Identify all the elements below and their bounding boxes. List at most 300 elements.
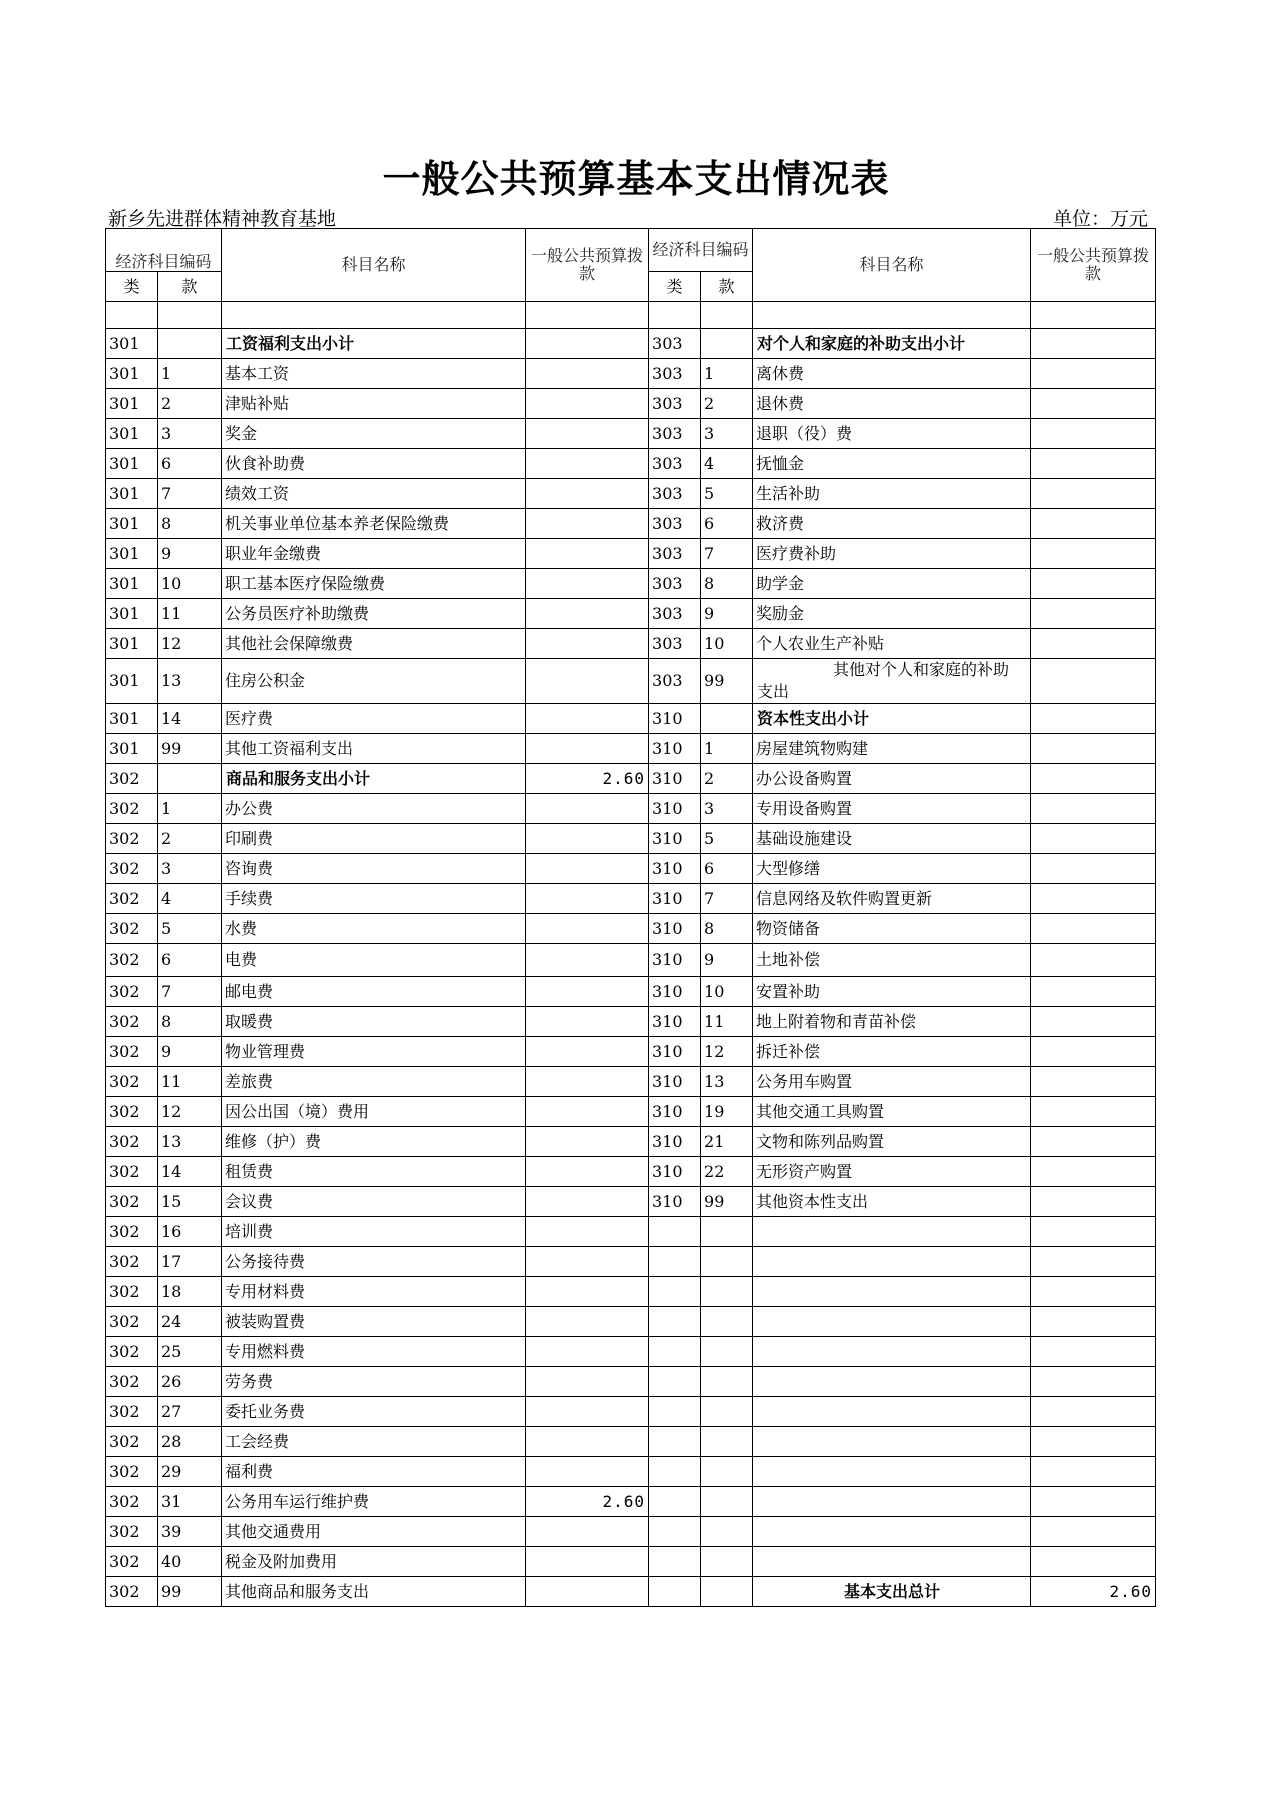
left-lei-cell: 301: [106, 734, 158, 764]
left-amount-cell: [526, 599, 649, 629]
left-name-cell: 取暖费: [222, 1007, 526, 1037]
blank-row: [106, 302, 1156, 329]
empty-cell: [649, 1547, 701, 1577]
right-name-cell: 救济费: [753, 509, 1031, 539]
right-kuan-cell: 21: [701, 1127, 753, 1157]
right-kuan-cell: 3: [701, 419, 753, 449]
empty-cell: [701, 1397, 753, 1427]
left-lei-cell: 302: [106, 914, 158, 944]
right-amount-cell: [1031, 1067, 1156, 1097]
right-kuan-cell: 2: [701, 764, 753, 794]
right-lei-cell: 310: [649, 1007, 701, 1037]
left-amount-cell: [526, 1217, 649, 1247]
right-kuan-cell: [701, 329, 753, 359]
left-kuan-cell: 5: [158, 914, 222, 944]
right-lei-cell: 310: [649, 977, 701, 1007]
left-lei-cell: 301: [106, 389, 158, 419]
right-lei-cell: 310: [649, 734, 701, 764]
table-row: [106, 629, 1156, 659]
left-amount-cell: [526, 734, 649, 764]
empty-cell: [701, 1337, 753, 1367]
left-lei-cell: 301: [106, 419, 158, 449]
empty-cell: [1031, 1457, 1156, 1487]
left-name-cell: 住房公积金: [222, 659, 526, 704]
empty-cell: [753, 1487, 1031, 1517]
left-amount-cell: [526, 704, 649, 734]
left-name-cell: 工会经费: [222, 1427, 526, 1457]
right-amount-cell: [1031, 1127, 1156, 1157]
empty-cell: [1031, 1307, 1156, 1337]
right-name-cell: 房屋建筑物购建: [753, 734, 1031, 764]
right-amount-cell: [1031, 479, 1156, 509]
empty-cell: [649, 1517, 701, 1547]
empty-cell: [649, 1337, 701, 1367]
right-name-cell: 大型修缮: [753, 854, 1031, 884]
right-name-cell: 信息网络及软件购置更新: [753, 884, 1031, 914]
table-row: [106, 599, 1156, 629]
empty-cell: [649, 1487, 701, 1517]
empty-cell: [753, 1517, 1031, 1547]
right-name-cell: 办公设备购置: [753, 764, 1031, 794]
table-row: [106, 1037, 1156, 1067]
left-kuan-cell: [158, 329, 222, 359]
right-lei-cell: 310: [649, 854, 701, 884]
left-lei-cell: 302: [106, 1547, 158, 1577]
left-amount-cell: [526, 1517, 649, 1547]
header-name: 科目名称: [222, 229, 526, 302]
right-amount-cell: [1031, 854, 1156, 884]
left-kuan-cell: 10: [158, 569, 222, 599]
table-row: [106, 479, 1156, 509]
left-name-cell: 物业管理费: [222, 1037, 526, 1067]
budget-table: [105, 228, 1156, 1607]
right-kuan-cell: 7: [701, 884, 753, 914]
empty-cell: [753, 1457, 1031, 1487]
table-row: [106, 854, 1156, 884]
left-amount-cell: [526, 1097, 649, 1127]
empty-cell: [753, 1307, 1031, 1337]
right-kuan-cell: 1: [701, 734, 753, 764]
left-kuan-cell: 24: [158, 1307, 222, 1337]
right-lei-cell: 310: [649, 1187, 701, 1217]
header-amount-right: 一般公共预算拨款: [1031, 229, 1156, 302]
left-lei-cell: 301: [106, 629, 158, 659]
left-amount-cell: [526, 1427, 649, 1457]
left-kuan-cell: 7: [158, 977, 222, 1007]
right-lei-cell: 303: [649, 389, 701, 419]
left-lei-cell: 302: [106, 1307, 158, 1337]
right-name-cell: 基础设施建设: [753, 824, 1031, 854]
right-lei-cell: 310: [649, 704, 701, 734]
left-lei-cell: 301: [106, 509, 158, 539]
right-lei-cell: 310: [649, 1127, 701, 1157]
left-kuan-cell: 2: [158, 389, 222, 419]
right-name-cell: [753, 659, 1031, 704]
left-amount-cell: [526, 1307, 649, 1337]
left-lei-cell: 301: [106, 599, 158, 629]
table-row: [106, 764, 1156, 794]
table-row: [106, 1007, 1156, 1037]
right-kuan-cell: 19: [701, 1097, 753, 1127]
left-name-cell: 医疗费: [222, 704, 526, 734]
right-amount-cell: [1031, 884, 1156, 914]
right-name-cell: 医疗费补助: [753, 539, 1031, 569]
table-row: [106, 1067, 1156, 1097]
left-amount-cell: 2.60: [526, 1487, 649, 1517]
right-lei-cell: 310: [649, 794, 701, 824]
right-lei-cell: 310: [649, 1037, 701, 1067]
left-lei-cell: 302: [106, 1007, 158, 1037]
right-name-cell: 退职（役）费: [753, 419, 1031, 449]
left-kuan-cell: 11: [158, 1067, 222, 1097]
left-kuan-cell: 18: [158, 1277, 222, 1307]
left-amount-cell: [526, 329, 649, 359]
right-lei-cell: 310: [649, 1157, 701, 1187]
right-name-cell: 资本性支出小计: [753, 704, 1031, 734]
left-kuan-cell: 17: [158, 1247, 222, 1277]
left-name-cell: 租赁费: [222, 1157, 526, 1187]
right-name-line-2: 支出: [757, 682, 790, 701]
right-amount-cell: [1031, 1187, 1156, 1217]
right-lei-cell: 303: [649, 629, 701, 659]
left-lei-cell: 302: [106, 824, 158, 854]
right-lei-cell: 303: [649, 449, 701, 479]
organization-name: 新乡先进群体精神教育基地: [108, 208, 337, 230]
right-amount-cell: [1031, 599, 1156, 629]
right-amount-cell: [1031, 449, 1156, 479]
left-amount-cell: [526, 359, 649, 389]
left-amount-cell: [526, 539, 649, 569]
left-lei-cell: 302: [106, 1247, 158, 1277]
left-lei-cell: 302: [106, 1487, 158, 1517]
left-name-cell: 奖金: [222, 419, 526, 449]
right-lei-cell: 310: [649, 944, 701, 977]
left-name-cell: 职工基本医疗保险缴费: [222, 569, 526, 599]
right-kuan-cell: 99: [701, 1187, 753, 1217]
right-kuan-cell: 5: [701, 824, 753, 854]
left-lei-cell: 302: [106, 1367, 158, 1397]
left-amount-cell: 2.60: [526, 764, 649, 794]
right-name-cell: 离休费: [753, 359, 1031, 389]
table-row: [106, 977, 1156, 1007]
table-row: [106, 569, 1156, 599]
header-name-right: 科目名称: [753, 229, 1031, 302]
left-lei-cell: 302: [106, 1217, 158, 1247]
table-row: [106, 1367, 1156, 1397]
left-name-cell: 商品和服务支出小计: [222, 764, 526, 794]
left-kuan-cell: 16: [158, 1217, 222, 1247]
left-lei-cell: 302: [106, 884, 158, 914]
left-amount-cell: [526, 569, 649, 599]
right-amount-cell: [1031, 359, 1156, 389]
empty-cell: [1031, 1547, 1156, 1577]
right-lei-cell: 303: [649, 359, 701, 389]
left-kuan-cell: 12: [158, 1097, 222, 1127]
right-lei-cell: 303: [649, 659, 701, 704]
right-lei-cell: 303: [649, 569, 701, 599]
table-row: [106, 389, 1156, 419]
left-kuan-cell: 39: [158, 1517, 222, 1547]
right-lei-cell: [649, 1577, 701, 1607]
header-kuan: 款: [158, 272, 222, 302]
right-name-line-1: 其他对个人和家庭的补助: [833, 660, 1010, 679]
left-name-cell: 专用材料费: [222, 1277, 526, 1307]
unit-label: 单位：万元: [1052, 208, 1148, 230]
right-kuan-cell: 9: [701, 599, 753, 629]
right-kuan-cell: 4: [701, 449, 753, 479]
left-amount-cell: [526, 1127, 649, 1157]
left-kuan-cell: 99: [158, 734, 222, 764]
empty-cell: [701, 1427, 753, 1457]
empty-cell: [1031, 1277, 1156, 1307]
right-name-cell: 奖励金: [753, 599, 1031, 629]
left-amount-cell: [526, 914, 649, 944]
left-amount-cell: [526, 1577, 649, 1607]
left-amount-cell: [526, 449, 649, 479]
left-amount-cell: [526, 509, 649, 539]
left-name-cell: 职业年金缴费: [222, 539, 526, 569]
right-kuan-cell: 5: [701, 479, 753, 509]
left-lei-cell: 301: [106, 569, 158, 599]
empty-cell: [1031, 1397, 1156, 1427]
right-kuan-cell: 6: [701, 509, 753, 539]
empty-cell: [753, 1217, 1031, 1247]
right-name-cell: 地上附着物和青苗补偿: [753, 1007, 1031, 1037]
empty-cell: [753, 1337, 1031, 1367]
empty-cell: [649, 1247, 701, 1277]
right-kuan-cell: 3: [701, 794, 753, 824]
table-row: [106, 1547, 1156, 1577]
left-kuan-cell: 8: [158, 509, 222, 539]
right-name-cell: 退休费: [753, 389, 1031, 419]
left-name-cell: 其他工资福利支出: [222, 734, 526, 764]
table-row: [106, 449, 1156, 479]
table-row: [106, 1097, 1156, 1127]
left-name-cell: 绩效工资: [222, 479, 526, 509]
right-kuan-cell: 99: [701, 659, 753, 704]
right-kuan-cell: 8: [701, 914, 753, 944]
left-name-cell: 专用燃料费: [222, 1337, 526, 1367]
right-lei-cell: 310: [649, 884, 701, 914]
left-lei-cell: 301: [106, 449, 158, 479]
left-kuan-cell: 13: [158, 659, 222, 704]
right-name-cell: 对个人和家庭的补助支出小计: [753, 329, 1031, 359]
left-kuan-cell: [158, 764, 222, 794]
table-row: [106, 1217, 1156, 1247]
empty-cell: [649, 1457, 701, 1487]
left-kuan-cell: 6: [158, 944, 222, 977]
header-lei: 类: [106, 272, 158, 302]
left-lei-cell: 302: [106, 1427, 158, 1457]
table-row: [106, 419, 1156, 449]
left-name-cell: 因公出国（境）费用: [222, 1097, 526, 1127]
right-kuan-cell: 1: [701, 359, 753, 389]
empty-cell: [701, 1517, 753, 1547]
empty-cell: [1031, 1217, 1156, 1247]
empty-cell: [701, 1367, 753, 1397]
left-lei-cell: 302: [106, 1277, 158, 1307]
left-kuan-cell: 14: [158, 704, 222, 734]
right-kuan-cell: 10: [701, 629, 753, 659]
empty-cell: [701, 1307, 753, 1337]
left-name-cell: 培训费: [222, 1217, 526, 1247]
left-lei-cell: 301: [106, 539, 158, 569]
right-lei-cell: 310: [649, 764, 701, 794]
right-amount-cell: [1031, 734, 1156, 764]
left-amount-cell: [526, 824, 649, 854]
left-name-cell: 维修（护）费: [222, 1127, 526, 1157]
right-name-cell: 助学金: [753, 569, 1031, 599]
empty-cell: [701, 1457, 753, 1487]
left-lei-cell: 302: [106, 794, 158, 824]
left-kuan-cell: 2: [158, 824, 222, 854]
left-lei-cell: 302: [106, 1337, 158, 1367]
table-row: [106, 1487, 1156, 1517]
right-amount-cell: [1031, 824, 1156, 854]
right-lei-cell: 310: [649, 1067, 701, 1097]
left-lei-cell: 302: [106, 1517, 158, 1547]
left-kuan-cell: 4: [158, 884, 222, 914]
table-row: [106, 704, 1156, 734]
left-kuan-cell: 3: [158, 854, 222, 884]
right-name-cell: 拆迁补偿: [753, 1037, 1031, 1067]
left-kuan-cell: 7: [158, 479, 222, 509]
empty-cell: [701, 1247, 753, 1277]
left-name-cell: 公务用车运行维护费: [222, 1487, 526, 1517]
left-amount-cell: [526, 1397, 649, 1427]
empty-cell: [701, 1547, 753, 1577]
empty-cell: [649, 1217, 701, 1247]
left-name-cell: 会议费: [222, 1187, 526, 1217]
left-lei-cell: 302: [106, 1457, 158, 1487]
empty-cell: [753, 1247, 1031, 1277]
left-kuan-cell: 29: [158, 1457, 222, 1487]
right-kuan-cell: 2: [701, 389, 753, 419]
left-amount-cell: [526, 1367, 649, 1397]
left-lei-cell: 302: [106, 944, 158, 977]
left-lei-cell: 302: [106, 1577, 158, 1607]
right-kuan-cell: 11: [701, 1007, 753, 1037]
left-name-cell: 公务接待费: [222, 1247, 526, 1277]
left-lei-cell: 302: [106, 1157, 158, 1187]
table-row: [106, 1427, 1156, 1457]
empty-cell: [1031, 1517, 1156, 1547]
right-amount-cell: [1031, 1097, 1156, 1127]
left-name-cell: 委托业务费: [222, 1397, 526, 1427]
left-kuan-cell: 6: [158, 449, 222, 479]
left-name-cell: 差旅费: [222, 1067, 526, 1097]
empty-cell: [1031, 1337, 1156, 1367]
left-kuan-cell: 14: [158, 1157, 222, 1187]
table-row: [106, 329, 1156, 359]
right-lei-cell: 303: [649, 509, 701, 539]
right-amount-cell: [1031, 1157, 1156, 1187]
table-row: [106, 1337, 1156, 1367]
left-kuan-cell: 12: [158, 629, 222, 659]
empty-cell: [753, 1277, 1031, 1307]
left-name-cell: 被装购置费: [222, 1307, 526, 1337]
left-kuan-cell: 9: [158, 1037, 222, 1067]
header-amount: 一般公共预算拨款: [526, 229, 649, 302]
left-amount-cell: [526, 419, 649, 449]
table-row: [106, 824, 1156, 854]
empty-cell: [649, 1397, 701, 1427]
empty-cell: [1031, 1247, 1156, 1277]
right-lei-cell: 303: [649, 419, 701, 449]
left-name-cell: 其他商品和服务支出: [222, 1577, 526, 1607]
left-amount-cell: [526, 884, 649, 914]
right-amount-cell: [1031, 509, 1156, 539]
left-amount-cell: [526, 1247, 649, 1277]
left-lei-cell: 301: [106, 329, 158, 359]
left-name-cell: 水费: [222, 914, 526, 944]
right-kuan-cell: 6: [701, 854, 753, 884]
right-kuan-cell: 12: [701, 1037, 753, 1067]
left-kuan-cell: 40: [158, 1547, 222, 1577]
right-name-cell: 个人农业生产补贴: [753, 629, 1031, 659]
left-kuan-cell: 1: [158, 794, 222, 824]
table-row: [106, 1517, 1156, 1547]
left-kuan-cell: 11: [158, 599, 222, 629]
left-name-cell: 邮电费: [222, 977, 526, 1007]
empty-cell: [1031, 1367, 1156, 1397]
right-lei-cell: 310: [649, 914, 701, 944]
empty-cell: [649, 1277, 701, 1307]
left-amount-cell: [526, 794, 649, 824]
left-kuan-cell: 1: [158, 359, 222, 389]
right-name-cell: 文物和陈列品购置: [753, 1127, 1031, 1157]
table-row: [106, 884, 1156, 914]
left-name-cell: 津贴补贴: [222, 389, 526, 419]
total-amount-cell: 2.60: [1031, 1577, 1156, 1607]
left-amount-cell: [526, 389, 649, 419]
empty-cell: [1031, 1487, 1156, 1517]
left-lei-cell: 302: [106, 1397, 158, 1427]
right-name-cell: 公务用车购置: [753, 1067, 1031, 1097]
left-amount-cell: [526, 659, 649, 704]
right-amount-cell: [1031, 977, 1156, 1007]
left-name-cell: 手续费: [222, 884, 526, 914]
left-amount-cell: [526, 1457, 649, 1487]
empty-cell: [649, 1427, 701, 1457]
left-name-cell: 劳务费: [222, 1367, 526, 1397]
table-row: [106, 1157, 1156, 1187]
empty-cell: [649, 1367, 701, 1397]
left-lei-cell: 302: [106, 1187, 158, 1217]
empty-cell: [753, 1547, 1031, 1577]
left-amount-cell: [526, 854, 649, 884]
left-amount-cell: [526, 1007, 649, 1037]
left-name-cell: 机关事业单位基本养老保险缴费: [222, 509, 526, 539]
left-name-cell: 其他交通费用: [222, 1517, 526, 1547]
left-kuan-cell: 27: [158, 1397, 222, 1427]
table-row: [106, 1247, 1156, 1277]
left-lei-cell: 302: [106, 1097, 158, 1127]
right-amount-cell: [1031, 329, 1156, 359]
left-name-cell: 印刷费: [222, 824, 526, 854]
left-lei-cell: 302: [106, 764, 158, 794]
left-kuan-cell: 99: [158, 1577, 222, 1607]
left-amount-cell: [526, 479, 649, 509]
left-kuan-cell: 9: [158, 539, 222, 569]
left-lei-cell: 301: [106, 659, 158, 704]
left-lei-cell: 301: [106, 479, 158, 509]
left-name-cell: 公务员医疗补助缴费: [222, 599, 526, 629]
right-name-cell: 生活补助: [753, 479, 1031, 509]
empty-cell: [701, 1487, 753, 1517]
left-kuan-cell: 25: [158, 1337, 222, 1367]
table-row: [106, 1397, 1156, 1427]
